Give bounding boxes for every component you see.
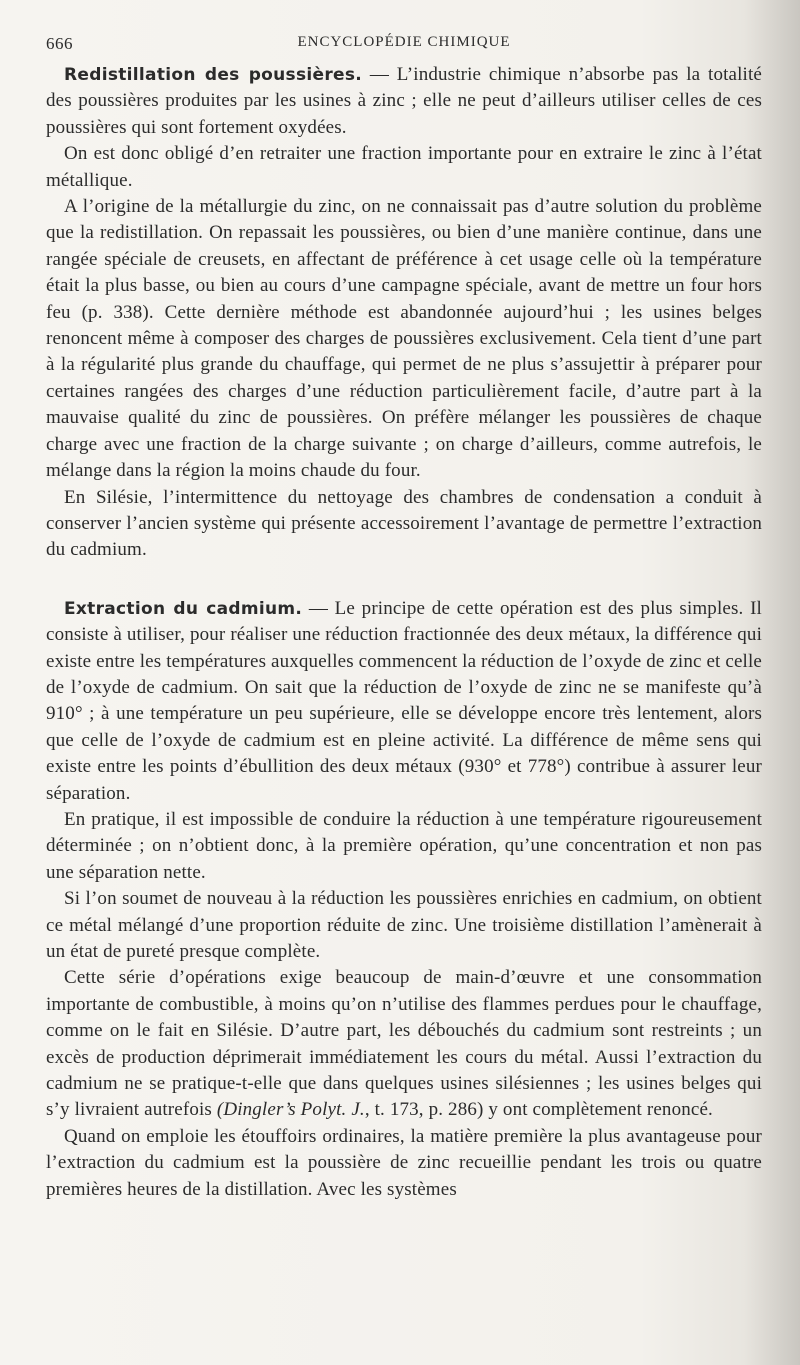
paragraph-text: Le principe de cette opération est des plus simples. Il consiste à utiliser, pour réaliser une réduction fractionnée des deux métaux, la différence qui existe entre les températures auxquelles commencent la réduction de l’oxyde de zinc et celle de l’oxyde de cadmium. On sait que la réduction de l’oxyde de zinc ne se manifeste qu’à 910° ; à une température un peu supérieure, elle se développe encore très lentement, alors que celle de l’oxyde de cadmium est en pleine activité. La différence de même sens qui existe entre les points d’ébullition des deux métaux (930° et 778°) contribue à assurer leur séparation. xyxy=(46,597,762,804)
section-redistillation xyxy=(46,62,762,564)
citation-journal: (Dingler’s Polyt. J. xyxy=(216,1099,365,1121)
section-cadmium xyxy=(46,596,762,1203)
paragraph: En pratique, il est impossible de conduire la réduction à une température rigoureusement déterminée ; on n’obtient donc, à la première opération, qu’une concentration et non pas une séparation nette. xyxy=(46,808,762,883)
paragraph: A l’origine de la métallurgie du zinc, on ne connaissait pas d’autre solution du problème que la redistillation. On repassait les poussières, ou bien d’une manière continue, dans une rangée spéciale de creusets, en affectant de préférence à cet usage celle où la température était la plus basse, ou bien au cours d’une campagne spéciale, avant de mettre un four hors feu (p. 338). Cette dernière méthode est abandonnée aujourd’hui ; les usines belges renoncent même à composer des charges de poussières exclusivement. Cela tient d’une part à la régularité plus grande du chauffage, qui permet de ne plus s’assujettir à préparer pour certaines rangées des charges d’une réduction particulièrement facile, d’autre part à la mauvaise qualité du zinc de poussières. On préfère mélanger les poussières de chaque charge avec une fraction de la charge suivante ; on charge d’ailleurs, comme autrefois, le mélange dans la région la moins chaude du four. xyxy=(46,196,762,482)
paragraph xyxy=(46,965,762,1123)
paragraph: Si l’on soumet de nouveau à la réduction les poussières enrichies en cadmium, on obtient ce métal mélangé d’une proportion réduite de zinc. Une troisième distillation l’amènerait à un état de pureté presque complète. xyxy=(46,888,762,962)
paragraph: Redistillation des poussières. — L’industrie chimique n’absorbe pas la totalité des poussières produites par les usines à zinc ; elle ne peut d’ailleurs utiliser celles de ces poussières qui sont fortement oxydées. xyxy=(46,64,762,138)
paragraph: En Silésie, l’intermittence du nettoyage des chambres de condensation a conduit à conserver l’ancien système qui présente accessoirement l’avantage de permettre l’extraction du cadmium. xyxy=(46,486,762,561)
page-number: 666 xyxy=(46,34,73,53)
section-heading: Extraction du cadmium. xyxy=(64,598,303,619)
page-content xyxy=(46,34,762,1203)
paragraph: Extraction du cadmium. — Le principe de cette opération est des plus simples. Il consiste à utiliser, pour réaliser une réduction fractionnée des deux métaux, la différence qui existe entre les températures auxquelles commencent la réduction de l’oxyde de zinc et celle de l’oxyde de cadmium. On sait que la réduction de l’oxyde de zinc ne se manifeste qu’à 910° ; à une température un peu supérieure, elle se développe encore très lentement, alors que celle de l’oxyde de cadmium est en pleine activité. La différence de même sens qui existe entre les points d’ébullition des deux métaux (930° et 778°) contribue à assurer leur séparation. xyxy=(46,597,762,804)
page-header xyxy=(46,34,762,62)
citation-rest: , t. 173, p. 286) y ont complètement renoncé. xyxy=(364,1099,713,1121)
section-heading: Redistillation des poussières. xyxy=(64,65,363,85)
paragraph: Quand on emploie les étouffoirs ordinaires, la matière première la plus avantageuse pour l’extraction du cadmium est la poussière de zinc recueillie pendant les trois ou quatre premières heures de la distillation. Avec les systèmes xyxy=(46,1125,762,1200)
paragraph: On est donc obligé d’en retraiter une fraction importante pour en extraire le zinc à l’état métallique. xyxy=(46,143,762,191)
paragraph-text: L’industrie chimique n’absorbe pas la totalité des poussières produites par les usines à zinc ; elle ne peut d’ailleurs utiliser celles de ces poussières qui sont fortement oxydées. xyxy=(46,64,762,138)
running-title: ENCYCLOPÉDIE CHIMIQUE xyxy=(297,34,511,50)
paragraph-text: Cette série d’opérations exige beaucoup de main-d’œuvre et une consommation importante de combustible, à moins qu’on n’utilise des flammes perdues pour le chauffage, comme on le fait en Silésie. D’autre part, les débouchés du cadmium sont restreints ; un excès de production déprimerait immédiatement les cours du métal. Aussi l’extraction du cadmium ne se pratique-t-elle que dans quelques usines silésiennes ; les usines belges qui s’y livraient autrefois xyxy=(46,967,762,1121)
